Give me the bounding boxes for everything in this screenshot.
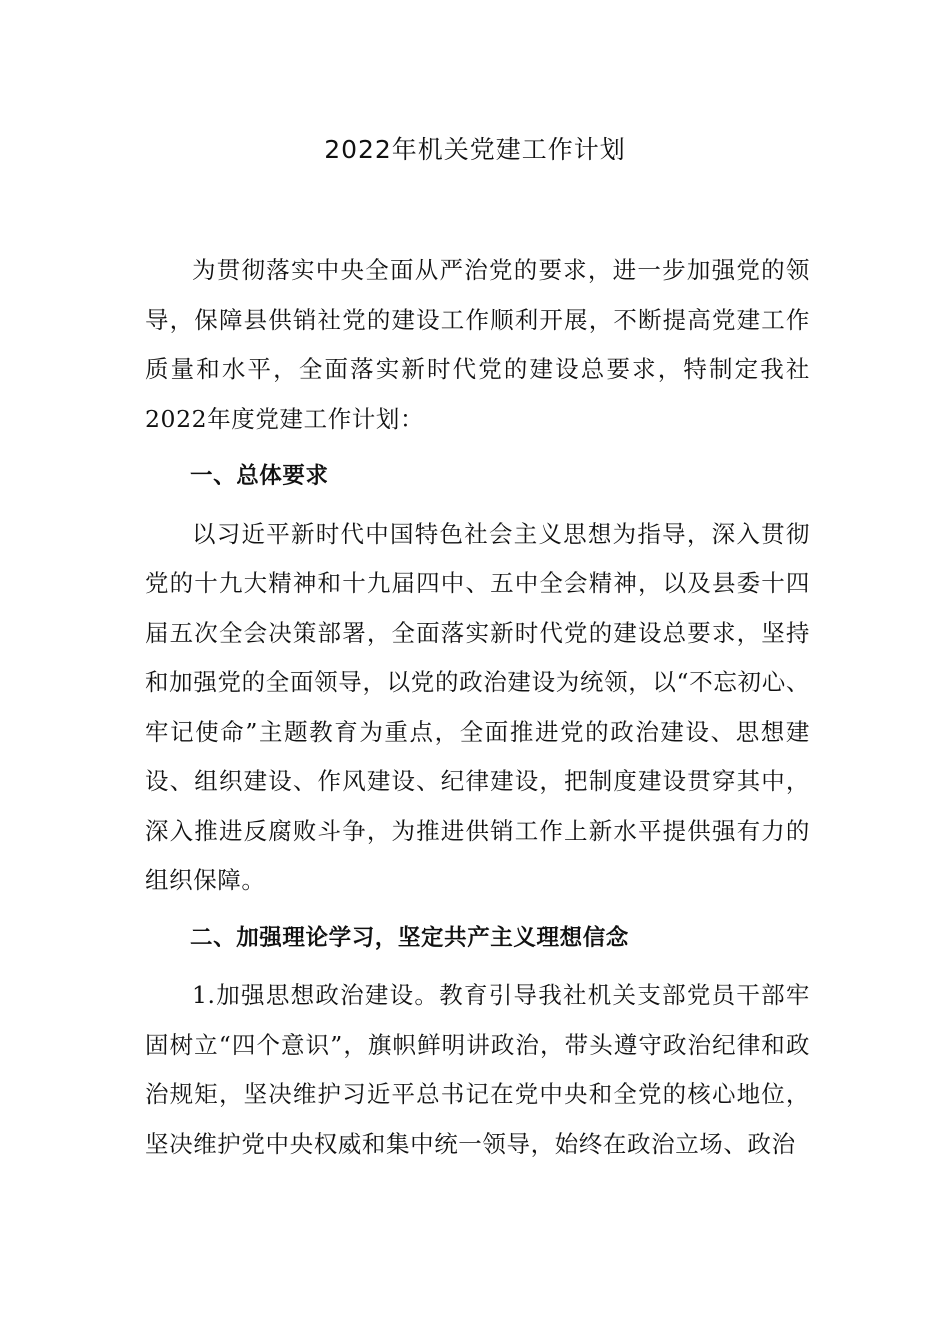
section-heading-overall-requirements: 一、总体要求: [190, 463, 329, 489]
section-heading-theory-study: 二、加强理论学习，坚定共产主义理想信念: [190, 924, 629, 951]
intro-paragraph: 为贯彻落实中央全面从严治党的要求，进一步加强党的领导，保障县供销社党的建设工作顺利开展，不断提高党建工作质量和水平，全面落实新时代党的建设总要求，特制定我社2022年度党建工作计划：: [145, 256, 810, 433]
document-title: 2022年机关党建工作计划: [324, 135, 626, 164]
section1-paragraph: 以习近平新时代中国特色社会主义思想为指导，深入贯彻党的十九大精神和十九届四中、五中全会精神，以及县委十四届五次全会决策部署，全面落实新时代党的建设总要求，坚持和加强党的全面领导，以党的政治建设为统领，以“不忘初心、牢记使命”主题教育为重点，全面推进党的政治建设、思想建设、组织建设、作风建设、纪律建设，把制度建设贯穿其中，深入推进反腐败斗争，为推进供销工作上新水平提供强有力的组织保障。: [145, 519, 810, 894]
section2-item1-paragraph: 1.加强思想政治建设。教育引导我社机关支部党员干部牢固树立“四个意识”，旗帜鲜明讲政治，带头遵守政治纪律和政治规矩，坚决维护习近平总书记在党中央和全党的核心地位，坚决维护党中央权威和集中统一领导，始终在政治立场、政治: [145, 981, 810, 1158]
document-body: [145, 246, 810, 1169]
